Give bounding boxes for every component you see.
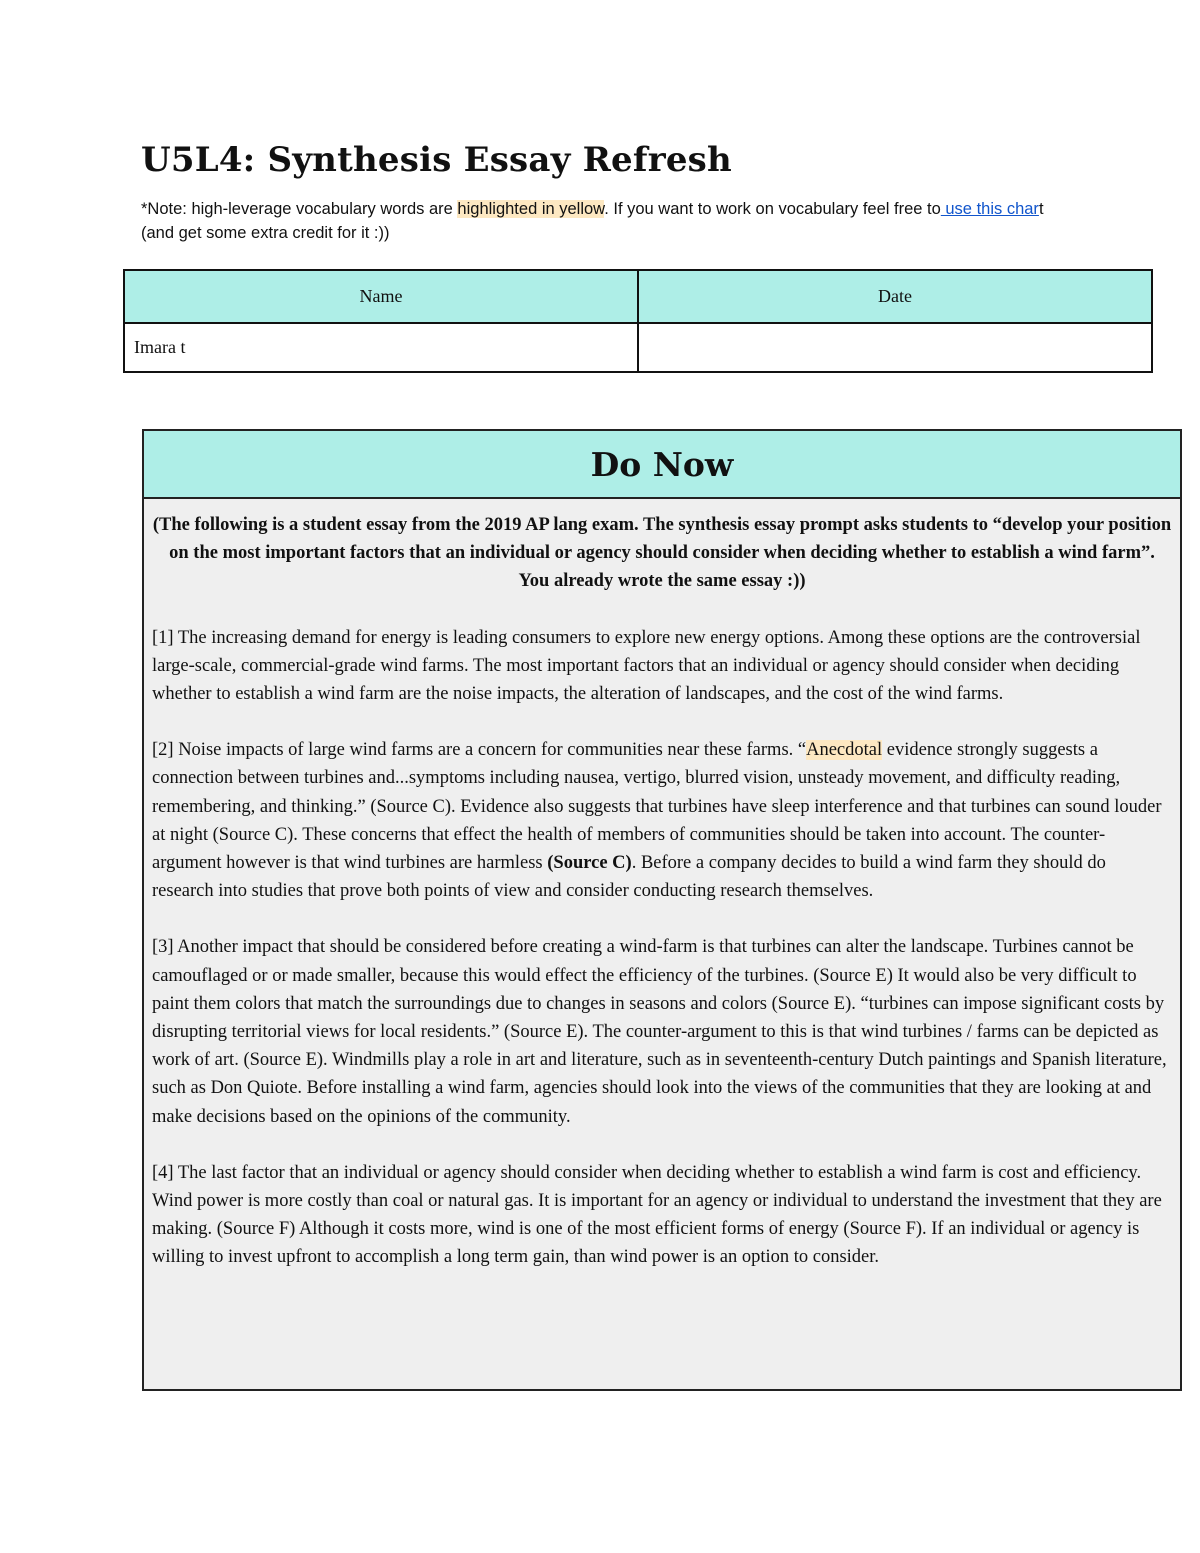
do-now-body (144, 499, 1180, 1272)
essay-paragraph-3: [3] Another impact that should be considered before creating a wind-farm is that turbines can alter the landscape. Turbines cannot be camouflaged or or made smaller, because this would effect the efficiency of the turbines. (Source E) It would also be very difficult to paint them colors that match the surroundings due to changes in seasons and colors (Source E). “turbines can impose significant costs by disrupting territorial views for local residents.” (Source E). The counter-argument to this is that wind turbines / farms can be depicted as work of art. (Source E). Windmills play a role in art and literature, such as in seventeenth-century Dutch paintings and Spanish literature, such as Don Quiote. Before installing a wind farm, agencies should look into the views of the communities that they are looking at and make decisions based on the opinions of the community. (152, 937, 1167, 1127)
paragraph-2-text-end: . Before a company decides to build a wind farm they should do research into studies that prove both points of view and consider conducting research themselves. (152, 853, 1106, 902)
essay-paragraph-4: [4] The last factor that an individual or agency should consider when deciding whether to establish a wind farm is cost and efficiency. Wind power is more costly than coal or natural gas. It is important for an agency or individual to understand the investment that they are making. (Source F) Although it costs more, wind is one of the most efficient forms of energy (Source F). If an individual or agency is willing to invest upfront to accomplish a long term gain, than wind power is an option to consider. (152, 1162, 1162, 1268)
page-title: U5L4: Synthesis Essay Refresh (141, 140, 732, 180)
note-text-end: t (and get some extra credit for it :)) (141, 200, 1044, 242)
note-highlight: highlighted in yellow (457, 200, 605, 218)
essay-paragraph-1: [1] The increasing demand for energy is leading consumers to explore new energy options. Among these options are the controversial large-scale, commercial-grade wind farms. The most important factors that an individual or agency should consider when deciding whether to establish a wind farm are the noise impacts, the alteration of landscapes, and the cost of the wind farms. (152, 627, 1141, 705)
name-cell[interactable]: Imara t (124, 323, 638, 372)
paragraph-2-text: [2] Noise impacts of large wind farms are a concern for communities near these farms. “ (152, 740, 807, 761)
name-date-table (123, 269, 1153, 373)
essay-intro: (The following is a student essay from the 2019 AP lang exam. The synthesis essay prompt asks students to “develop your position on the most important factors that an individual or agency should consider when deciding whether to establish a wind farm”. You already wrote the same essay :)) (152, 515, 1172, 592)
vocabulary-chart-link[interactable]: use this char (940, 200, 1039, 218)
note-text-mid: . If you want to work on vocabulary feel free to (604, 200, 941, 218)
name-header: Name (124, 270, 638, 323)
note-text: *Note: high-leverage vocabulary words are (141, 200, 458, 218)
source-citation-bold: (Source C) (547, 853, 632, 874)
vocab-highlight-anecdotal: Anecdotal (806, 740, 883, 761)
vocabulary-note (141, 197, 1051, 245)
do-now-box (142, 429, 1182, 1391)
paragraph-2-text-mid: evidence strongly suggests a connection between turbines and...symptoms including nausea, vertigo, blurred vision, unsteady movement, and difficulty reading, remembering, and thinking.” (Source C). Evidence also suggests that turbines have sleep interference and that turbines can sound louder at night (Source C). These concerns that effect the health of members of communities should be taken into account. The counter-argument however is that wind turbines are harmless (152, 740, 1162, 874)
essay-paragraph-2 (152, 736, 1172, 905)
date-header: Date (638, 270, 1152, 323)
date-cell[interactable] (638, 323, 1152, 372)
do-now-heading: Do Now (144, 431, 1180, 499)
